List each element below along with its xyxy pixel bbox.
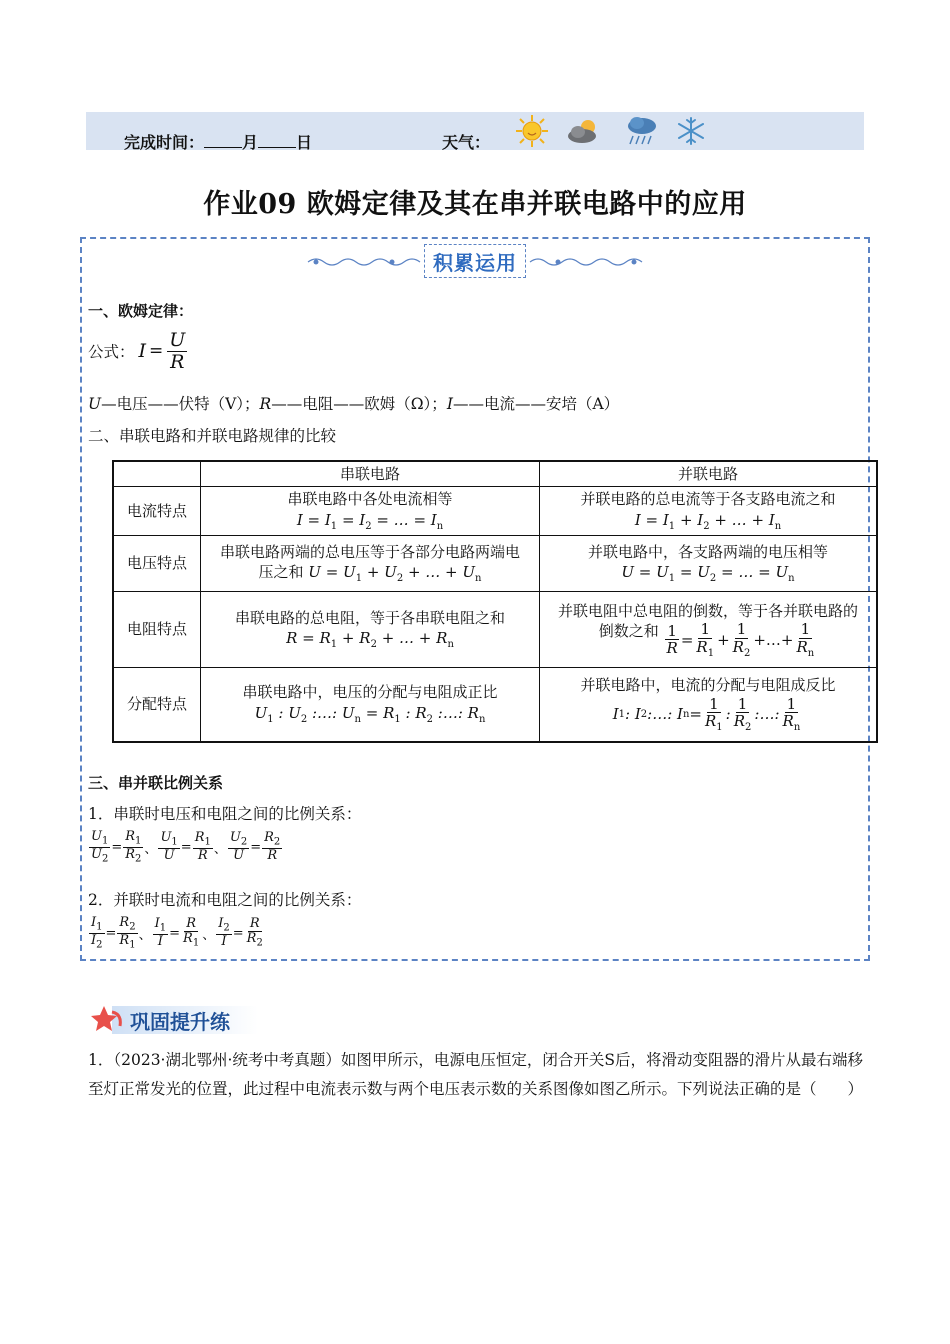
table-row: 电压特点 串联电路两端的总电压等于各部分电路两端电压之和 $U = U_1 + U_2$ + … + $U_n$ 并联电路中，各支路两端的电压相等 $U = U_1 = U_2$ = … = $U_n$ xyxy=(113,536,877,592)
table-row: 电阻特点 串联电路的总电阻，等于各串联电阻之和 $R = R_1 + R_2$ + … + $R_n$ 并联电阻中总电阻的倒数，等于各并联电路的倒数之和 $\frac{1}{R}$ = $\frac{1}{R_1}$ + $\frac{1}{R_2}$ +…+ $\frac{1}{R_n}$ xyxy=(113,592,877,668)
right-wave-decoration xyxy=(528,254,644,270)
practice-banner-title: 巩固提升练 xyxy=(130,1010,230,1034)
banner-title: 积累运用 xyxy=(433,250,517,275)
section1-heading: 一、欧姆定律： xyxy=(88,302,194,320)
units-line: U—电压——伏特（V）；R——电阻——欧姆（Ω）；I——电流——安培（A） xyxy=(88,395,620,413)
left-wave-decoration xyxy=(306,254,422,270)
banner-frame xyxy=(424,244,526,278)
table-row: 分配特点 串联电路中，电压的分配与电阻成正比 $U_1$ : $U_2$ :…: $U_n = R_1$ : $R_2$ :…: $R_n$ 并联电路中，电流的分配与电阻成反比 I 1 : I 2 :…: I n = $\frac{1}{R_1}$ : $\frac{1}{R_2}$ :…: $\frac{1}{R_n}$ xyxy=(113,668,877,742)
completion-time: 完成时间： 月 日 xyxy=(124,133,313,152)
series-ratio-label: 1．串联时电压和电阻之间的比例关系： xyxy=(88,805,362,823)
page-title: 作业09 欧姆定律及其在串并联电路中的应用 xyxy=(203,189,747,220)
section2-heading: 二、串联电路和并联电路规律的比较 xyxy=(88,427,337,445)
formula-i: I xyxy=(138,340,147,363)
col-series: 串联电路 xyxy=(201,461,540,487)
series-ratio-formula: $\frac{U_1}{U_2}$ = $\frac{R_1}{R_2}$ 、 $\frac{U_1}{U}$ = $\frac{R_1}{R}$ 、 $\frac{U_2}{U}$ = $\frac{R_2}{R}$ xyxy=(91,829,281,865)
parallel-ratio-label: 2．并联时电流和电阻之间的比例关系： xyxy=(88,891,362,909)
parallel-ratio-formula: $\frac{I_1}{I_2}$ = $\frac{R_2}{R_1}$ 、 $\frac{I_1}{I}$ = $\frac{R}{R_1}$ 、 $\frac{I_2}{I}$ = $\frac{R}{R_2}$ xyxy=(91,915,263,951)
rain-icon xyxy=(624,114,660,148)
section3-heading: 三、串并联比例关系 xyxy=(88,774,224,792)
ohm-formula: 公式： I = $\frac{U}{R}$ xyxy=(88,329,186,373)
weather-label: 天气： xyxy=(442,133,491,152)
partly-cloudy-icon xyxy=(564,116,604,146)
star-icon xyxy=(90,1004,124,1034)
snow-icon xyxy=(676,116,706,146)
question-1: 1．（2023·湖北鄂州·统考中考真题）如图甲所示，电源电压恒定，闭合开关S后，将滑动变阻器的滑片从最右端移至灯正常发光的位置，此过程中电流表示数与两个电压表示数的关系图像如图乙所示。下列说法正确的是（ ） xyxy=(88,1051,864,1098)
sun-icon xyxy=(514,114,550,148)
formula-r: R xyxy=(170,350,185,373)
formula-label: 公式： xyxy=(88,343,135,362)
col-parallel: 并联电路 xyxy=(540,461,878,487)
formula-u: U xyxy=(169,329,186,351)
table-row: 电流特点 串联电路中各处电流相等 $I = I_1 = I_2$ = … = $I_n$ 并联电路的总电流等于各支路电流之和 $I = I_1 + I_2$ + … + $I_n$ xyxy=(113,487,877,536)
comparison-table xyxy=(112,460,878,743)
